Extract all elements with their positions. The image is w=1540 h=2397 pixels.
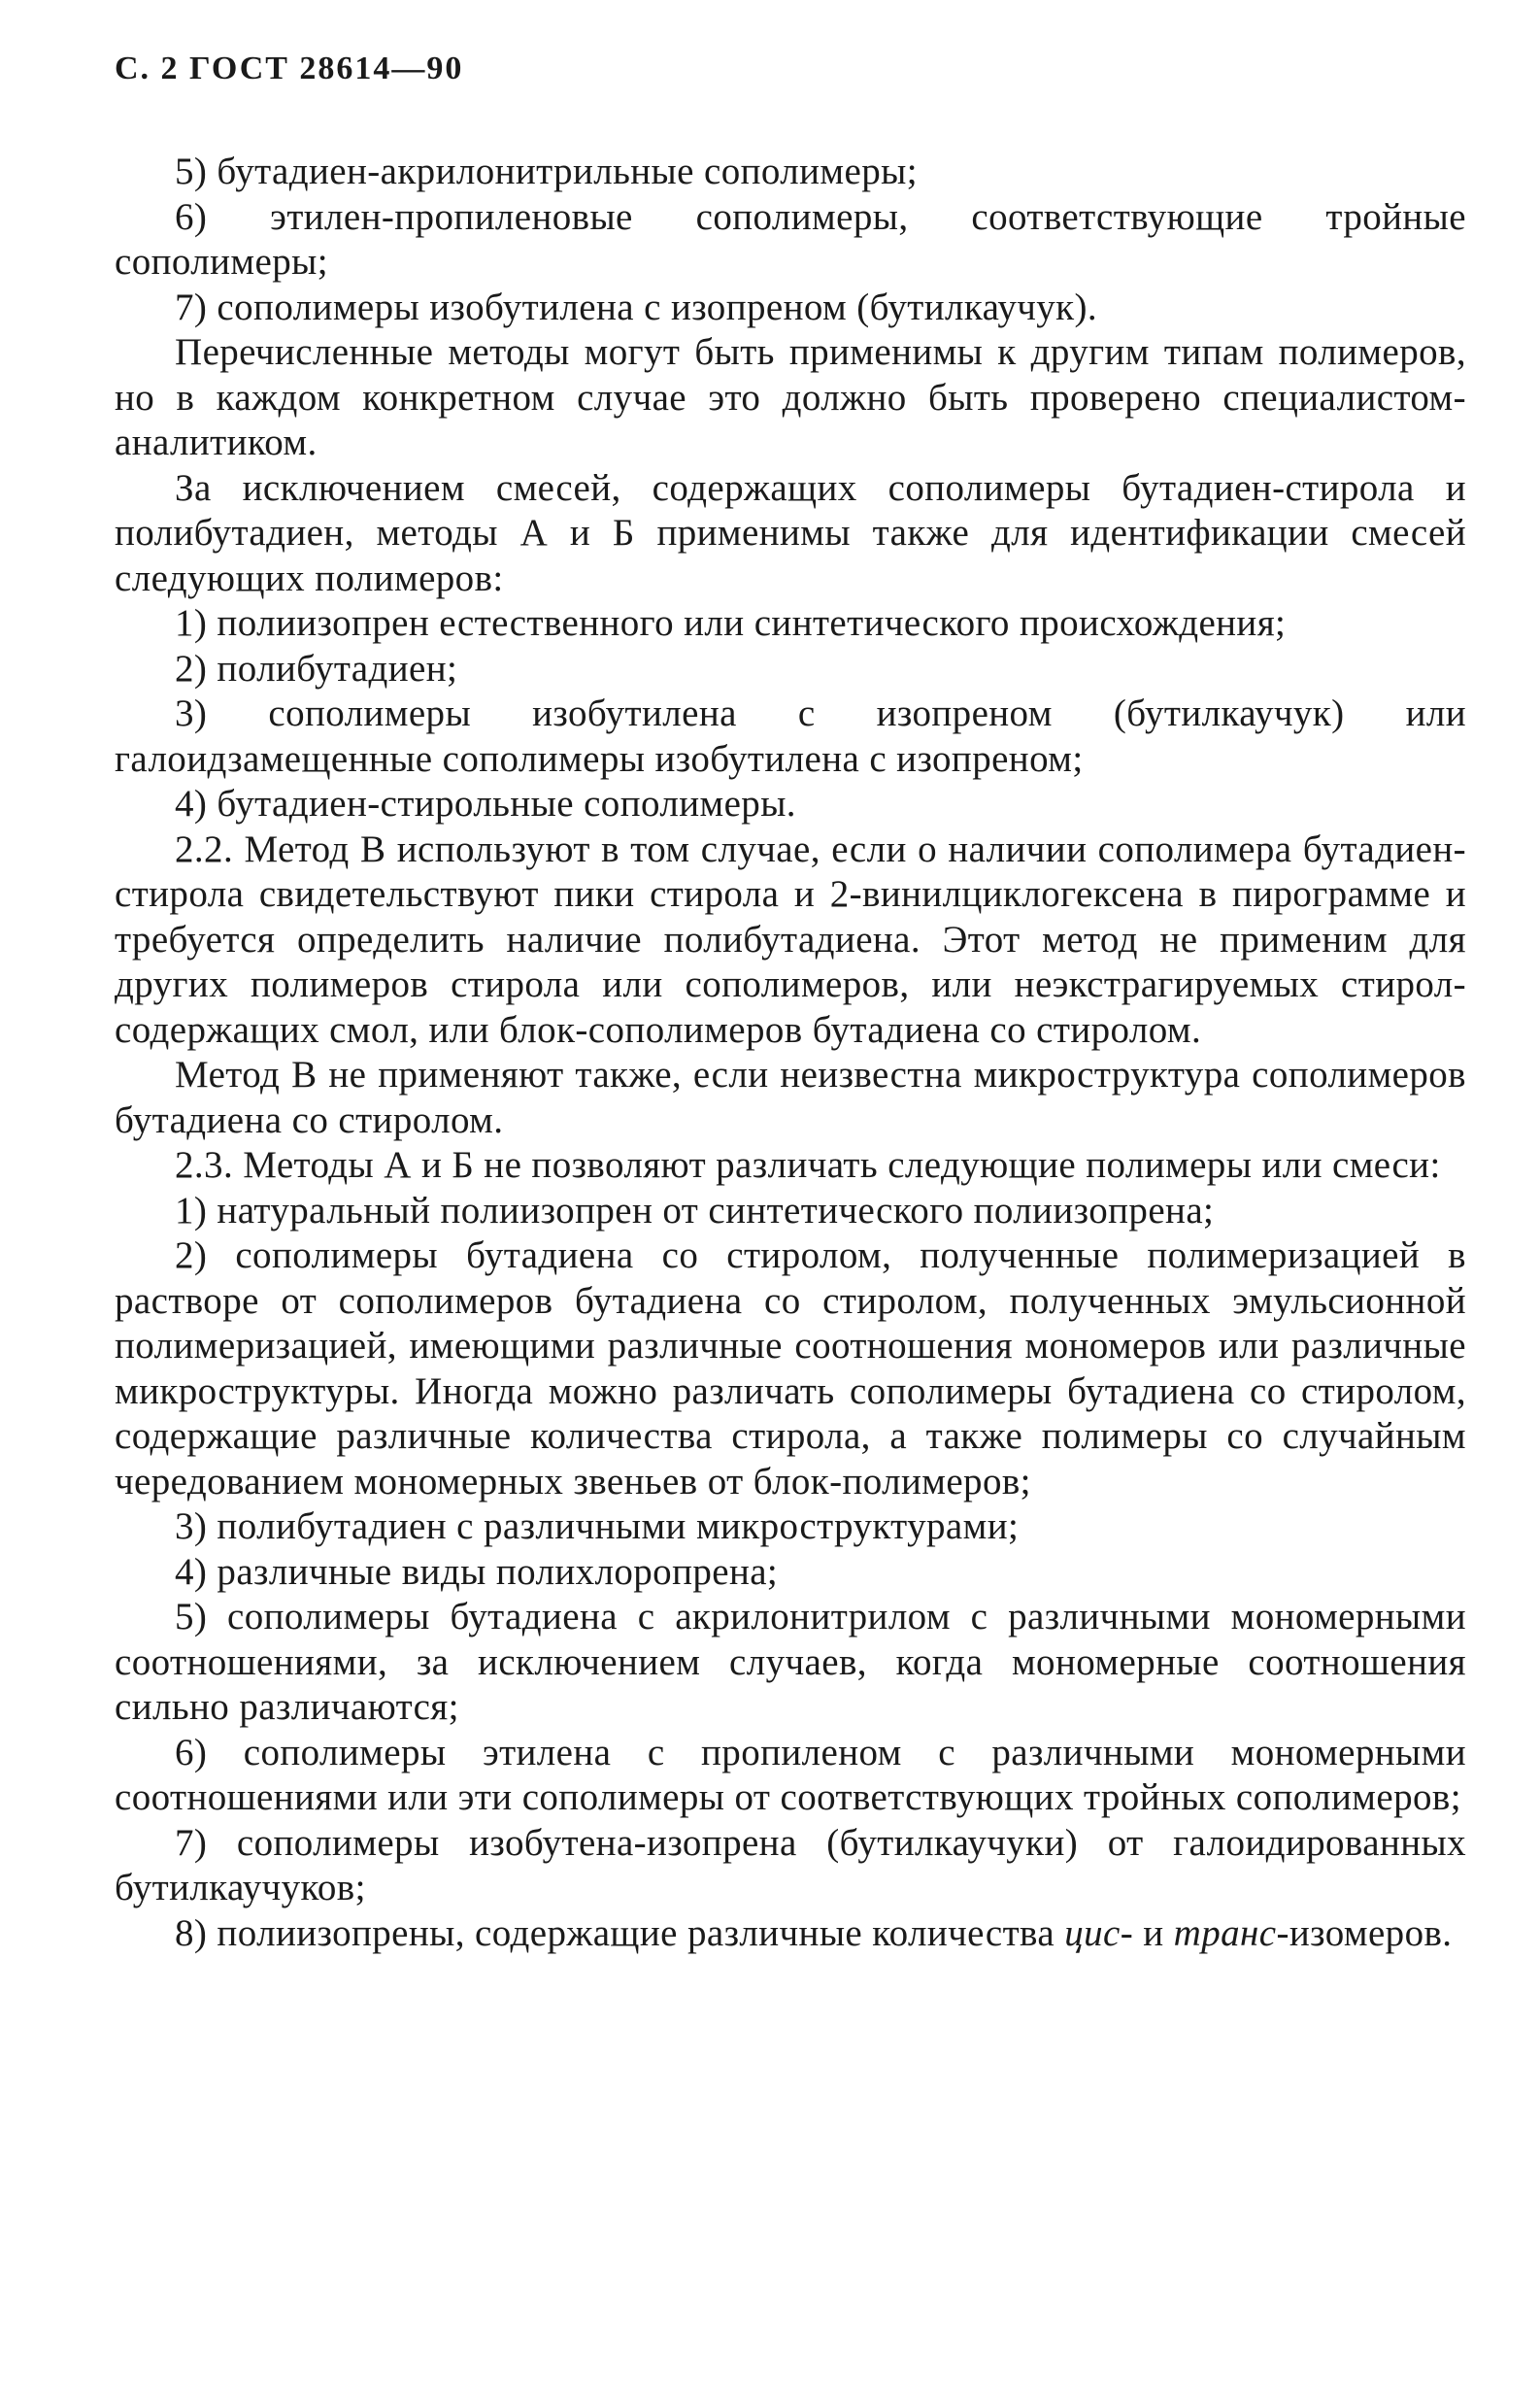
paragraph: 6) этилен-пропиленовые сополимеры, соответствующие тройные сополимеры; [115, 195, 1466, 283]
paragraph: 2) полибутадиен; [175, 647, 458, 690]
paragraph: 6) сополимеры этилена с пропиленом с различными мономерными соотношениями или эти сополимеры от соответствующих тройных сополимеров; [115, 1731, 1466, 1818]
paragraph: 5) бутадиен-акрилонитрильные сополимеры; [175, 151, 918, 192]
paragraph: Перечисленные методы могут быть применимы к другим типам полимеров, но в каждом конкретном случае это должно быть проверено специалистом-аналитиком. [115, 331, 1466, 463]
paragraph-last [115, 1911, 1466, 1957]
paragraph: 1) натуральный полиизопрен от синтетического полиизопрена; [175, 1189, 1215, 1232]
paragraph: 7) сополимеры изобутена-изопрена (бутилкаучуки) от галоидированных бутилкаучуков; [115, 1821, 1466, 1908]
page-header: С. 2 ГОСТ 28614—90 [115, 51, 464, 86]
document-body [115, 150, 1466, 1956]
paragraph: 1) полиизопрен естественного или синтетического происхождения; [175, 602, 1287, 644]
paragraph: Метод В не применяют также, если неизвестна микроструктура сополимеров бутадиена со стиролом. [115, 1054, 1466, 1141]
paragraph: 2) сополимеры бутадиена со стиролом, полученные полимеризацией в растворе от сополимеров бутадиена со стиролом, полученных эмульсионной полимеризацией, имеющими различные соотношения мономеров или различные микроструктуры. Иногда можно различать сополимеры бутадиена со стиролом, содержащие различные количества стирола, а также полимеры со случайным чередованием мономерных звеньев от блок-полимеров; [115, 1234, 1466, 1502]
paragraph: 3) полибутадиен с различными микроструктурами; [175, 1505, 1020, 1547]
italic-term-cis: цис- [1064, 1911, 1134, 1954]
paragraph: 5) сополимеры бутадиена с акрилонитрилом с различными мономерными соотношениями, за исключением случаев, когда мономерные соотношения сильно различаются; [115, 1596, 1466, 1728]
text-span: изомеров. [1289, 1911, 1453, 1954]
paragraph: 2.3. Методы А и Б не позволяют различать следующие полимеры или смеси: [175, 1144, 1441, 1186]
text-span: 8) полиизопрены, содержащие различные количества [175, 1911, 1065, 1954]
text-span: и [1133, 1911, 1174, 1954]
paragraph: 7) сополимеры изобутилена с изопреном (бутилкаучук). [175, 286, 1098, 328]
paragraph: За исключением смесей, содержащих сополимеры бутадиен-стирола и полибутадиен, методы А и Б применимы также для идентификации смесей следующих полимеров: [115, 466, 1466, 599]
paragraph: 4) бутадиен-стирольные сополимеры. [175, 783, 796, 825]
paragraph: 3) сополимеры изобутилена с изопреном (бутилкаучук) или галоидзамещенные сополимеры изобутилена с изопреном; [115, 692, 1466, 780]
paragraph: 2.2. Метод В используют в том случае, если о наличии сополимера бутадиен-стирола свидетельствуют пики стирола и 2-винилциклогексена в пирограмме и требуется определить наличие полибутадиена. Этот метод не применим для других полимеров стирола или сополимеров, или неэкстрагируемых стирол-содержащих смол, или блок-сополимеров бутадиена со стиролом. [115, 827, 1466, 1051]
italic-term-trans: транс- [1173, 1911, 1289, 1954]
paragraph: 4) различные виды полихлоропрена; [175, 1550, 779, 1593]
